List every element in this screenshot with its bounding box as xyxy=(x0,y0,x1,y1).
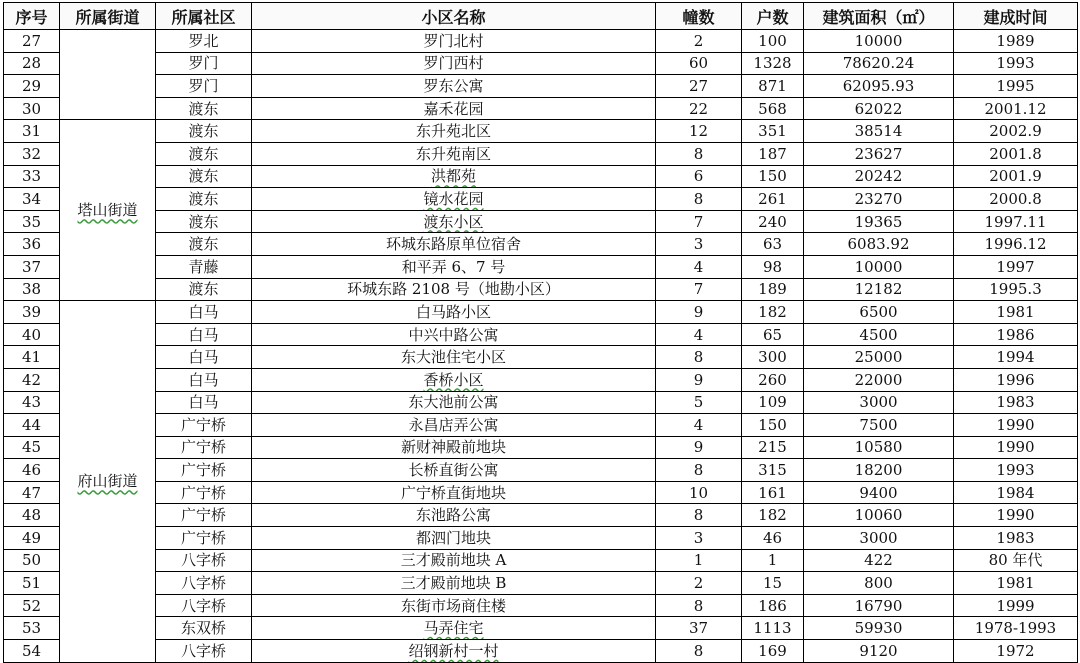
table-row xyxy=(4,301,1078,324)
cell-area: 7500 xyxy=(804,414,954,437)
cell-buildings: 3 xyxy=(656,233,742,256)
cell-community: 白马 xyxy=(156,323,252,346)
cell-area: 62095.93 xyxy=(804,75,954,98)
cell-no: 53 xyxy=(4,617,60,640)
cell-buildings: 9 xyxy=(656,436,742,459)
cell-community: 东双桥 xyxy=(156,617,252,640)
cell-year: 1996.12 xyxy=(954,233,1078,256)
cell-no: 40 xyxy=(4,323,60,346)
cell-households: 1113 xyxy=(742,617,804,640)
header-households: 户数 xyxy=(742,3,804,30)
cell-buildings: 8 xyxy=(656,640,742,663)
cell-area: 800 xyxy=(804,572,954,595)
cell-buildings: 37 xyxy=(656,617,742,640)
table-row xyxy=(4,165,1078,188)
cell-households: 161 xyxy=(742,481,804,504)
header-street: 所属街道 xyxy=(60,3,156,30)
cell-year: 1995 xyxy=(954,75,1078,98)
cell-community: 白马 xyxy=(156,301,252,324)
cell-name: 东升苑南区 xyxy=(252,142,656,165)
cell-name: 三才殿前地块 A xyxy=(252,549,656,572)
cell-no: 49 xyxy=(4,527,60,550)
cell-year: 1990 xyxy=(954,414,1078,437)
cell-no: 43 xyxy=(4,391,60,414)
cell-no: 33 xyxy=(4,165,60,188)
cell-year: 2000.8 xyxy=(954,188,1078,211)
table-row xyxy=(4,30,1078,53)
cell-no: 35 xyxy=(4,210,60,233)
cell-community: 渡东 xyxy=(156,278,252,301)
table-row xyxy=(4,640,1078,663)
cell-area: 62022 xyxy=(804,97,954,120)
cell-no: 31 xyxy=(4,120,60,143)
cell-name: 永昌店弄公寓 xyxy=(252,414,656,437)
cell-buildings: 9 xyxy=(656,301,742,324)
street-cell xyxy=(60,120,156,301)
table-row xyxy=(4,75,1078,98)
cell-year: 1997 xyxy=(954,255,1078,278)
table-row xyxy=(4,233,1078,256)
cell-buildings: 8 xyxy=(656,142,742,165)
cell-community: 广宁桥 xyxy=(156,414,252,437)
table-row xyxy=(4,255,1078,278)
cell-no: 42 xyxy=(4,368,60,391)
cell-name: 环城东路 2108 号（地勘小区） xyxy=(252,278,656,301)
cell-area: 9400 xyxy=(804,481,954,504)
table-row xyxy=(4,52,1078,75)
cell-year: 1999 xyxy=(954,594,1078,617)
cell-name xyxy=(252,188,656,211)
cell-no: 44 xyxy=(4,414,60,437)
cell-community: 青藤 xyxy=(156,255,252,278)
name-text: 渡东小区 xyxy=(423,212,484,231)
cell-name: 东升苑北区 xyxy=(252,120,656,143)
cell-year: 1972 xyxy=(954,640,1078,663)
cell-no: 51 xyxy=(4,572,60,595)
cell-no: 41 xyxy=(4,346,60,369)
cell-year: 1994 xyxy=(954,346,1078,369)
cell-households: 260 xyxy=(742,368,804,391)
cell-community: 罗门 xyxy=(156,75,252,98)
cell-year: 2001.9 xyxy=(954,165,1078,188)
cell-name xyxy=(252,640,656,663)
cell-name: 东池路公寓 xyxy=(252,504,656,527)
cell-households: 240 xyxy=(742,210,804,233)
cell-name: 嘉禾花园 xyxy=(252,97,656,120)
cell-no: 46 xyxy=(4,459,60,482)
cell-year: 1981 xyxy=(954,301,1078,324)
cell-name xyxy=(252,617,656,640)
cell-buildings: 5 xyxy=(656,391,742,414)
housing-table xyxy=(3,2,1078,663)
cell-households: 100 xyxy=(742,30,804,53)
cell-buildings: 8 xyxy=(656,594,742,617)
cell-no: 54 xyxy=(4,640,60,663)
cell-buildings: 8 xyxy=(656,188,742,211)
cell-buildings: 12 xyxy=(656,120,742,143)
cell-community: 八字桥 xyxy=(156,549,252,572)
cell-community: 罗门 xyxy=(156,52,252,75)
cell-name: 广宁桥直街地块 xyxy=(252,481,656,504)
cell-buildings: 6 xyxy=(656,165,742,188)
cell-name xyxy=(252,165,656,188)
cell-area: 22000 xyxy=(804,368,954,391)
cell-no: 39 xyxy=(4,301,60,324)
cell-area: 38514 xyxy=(804,120,954,143)
cell-area: 59930 xyxy=(804,617,954,640)
cell-no: 36 xyxy=(4,233,60,256)
cell-name: 东大池前公寓 xyxy=(252,391,656,414)
cell-name: 和平弄 6、7 号 xyxy=(252,255,656,278)
cell-households: 300 xyxy=(742,346,804,369)
cell-households: 315 xyxy=(742,459,804,482)
cell-year: 1997.11 xyxy=(954,210,1078,233)
cell-buildings: 4 xyxy=(656,414,742,437)
cell-households: 150 xyxy=(742,414,804,437)
cell-name: 新财神殿前地块 xyxy=(252,436,656,459)
table-row xyxy=(4,527,1078,550)
table-row xyxy=(4,572,1078,595)
table-row xyxy=(4,436,1078,459)
cell-year: 1984 xyxy=(954,481,1078,504)
cell-community: 渡东 xyxy=(156,120,252,143)
cell-area: 3000 xyxy=(804,527,954,550)
cell-community: 白马 xyxy=(156,391,252,414)
cell-year: 1983 xyxy=(954,391,1078,414)
cell-name: 长桥直街公寓 xyxy=(252,459,656,482)
cell-year: 2001.8 xyxy=(954,142,1078,165)
cell-year: 1995.3 xyxy=(954,278,1078,301)
cell-community: 广宁桥 xyxy=(156,527,252,550)
cell-name: 都泗门地块 xyxy=(252,527,656,550)
cell-no: 50 xyxy=(4,549,60,572)
cell-community: 八字桥 xyxy=(156,640,252,663)
cell-name: 罗东公寓 xyxy=(252,75,656,98)
cell-area: 16790 xyxy=(804,594,954,617)
cell-buildings: 27 xyxy=(656,75,742,98)
cell-community: 渡东 xyxy=(156,210,252,233)
table-row xyxy=(4,459,1078,482)
cell-area: 20242 xyxy=(804,165,954,188)
cell-year: 1993 xyxy=(954,459,1078,482)
table-row xyxy=(4,323,1078,346)
cell-no: 45 xyxy=(4,436,60,459)
cell-households: 1 xyxy=(742,549,804,572)
cell-buildings: 4 xyxy=(656,255,742,278)
table-row xyxy=(4,549,1078,572)
cell-buildings: 3 xyxy=(656,527,742,550)
cell-year: 1990 xyxy=(954,436,1078,459)
cell-year: 1983 xyxy=(954,527,1078,550)
name-text: 洪都苑 xyxy=(430,167,476,186)
cell-households: 186 xyxy=(742,594,804,617)
cell-households: 351 xyxy=(742,120,804,143)
cell-no: 48 xyxy=(4,504,60,527)
cell-community: 罗北 xyxy=(156,30,252,53)
header-name: 小区名称 xyxy=(252,3,656,30)
header-year: 建成时间 xyxy=(954,3,1078,30)
cell-year: 1978-1993 xyxy=(954,617,1078,640)
cell-name xyxy=(252,210,656,233)
cell-community: 渡东 xyxy=(156,165,252,188)
cell-area: 12182 xyxy=(804,278,954,301)
cell-community: 渡东 xyxy=(156,188,252,211)
cell-community: 八字桥 xyxy=(156,572,252,595)
cell-area: 78620.24 xyxy=(804,52,954,75)
cell-no: 27 xyxy=(4,30,60,53)
table-row xyxy=(4,617,1078,640)
cell-households: 65 xyxy=(742,323,804,346)
cell-buildings: 9 xyxy=(656,368,742,391)
cell-area: 422 xyxy=(804,549,954,572)
header-community: 所属社区 xyxy=(156,3,252,30)
cell-no: 32 xyxy=(4,142,60,165)
header-no: 序号 xyxy=(4,3,60,30)
table-row xyxy=(4,97,1078,120)
cell-name: 罗门北村 xyxy=(252,30,656,53)
cell-year: 80 年代 xyxy=(954,549,1078,572)
cell-households: 871 xyxy=(742,75,804,98)
cell-households: 150 xyxy=(742,165,804,188)
cell-area: 23627 xyxy=(804,142,954,165)
cell-community: 八字桥 xyxy=(156,594,252,617)
cell-no: 29 xyxy=(4,75,60,98)
street-label: 府山街道 xyxy=(77,472,138,491)
cell-year: 1981 xyxy=(954,572,1078,595)
cell-year: 1990 xyxy=(954,504,1078,527)
name-text: 香桥小区 xyxy=(423,370,484,389)
cell-year: 2001.12 xyxy=(954,97,1078,120)
cell-households: 182 xyxy=(742,504,804,527)
cell-area: 10000 xyxy=(804,255,954,278)
cell-buildings: 60 xyxy=(656,52,742,75)
cell-no: 38 xyxy=(4,278,60,301)
table-row xyxy=(4,346,1078,369)
cell-buildings: 22 xyxy=(656,97,742,120)
cell-no: 30 xyxy=(4,97,60,120)
table-row xyxy=(4,120,1078,143)
cell-area: 10060 xyxy=(804,504,954,527)
cell-year: 2002.9 xyxy=(954,120,1078,143)
cell-buildings: 4 xyxy=(656,323,742,346)
cell-name xyxy=(252,368,656,391)
cell-year: 1993 xyxy=(954,52,1078,75)
cell-households: 568 xyxy=(742,97,804,120)
cell-community: 渡东 xyxy=(156,142,252,165)
cell-buildings: 2 xyxy=(656,572,742,595)
cell-area: 23270 xyxy=(804,188,954,211)
cell-area: 25000 xyxy=(804,346,954,369)
cell-name: 东街市场商住楼 xyxy=(252,594,656,617)
cell-households: 46 xyxy=(742,527,804,550)
cell-name: 白马路小区 xyxy=(252,301,656,324)
cell-area: 4500 xyxy=(804,323,954,346)
cell-buildings: 10 xyxy=(656,481,742,504)
table-row xyxy=(4,188,1078,211)
cell-community: 渡东 xyxy=(156,233,252,256)
cell-community: 渡东 xyxy=(156,97,252,120)
cell-buildings: 7 xyxy=(656,210,742,233)
name-text: 镜水花园 xyxy=(423,189,484,208)
cell-buildings: 8 xyxy=(656,504,742,527)
cell-households: 169 xyxy=(742,640,804,663)
cell-households: 15 xyxy=(742,572,804,595)
street-cell xyxy=(60,30,156,120)
cell-households: 182 xyxy=(742,301,804,324)
cell-community: 白马 xyxy=(156,346,252,369)
cell-no: 37 xyxy=(4,255,60,278)
cell-area: 10580 xyxy=(804,436,954,459)
cell-name: 环城东路原单位宿舍 xyxy=(252,233,656,256)
cell-community: 广宁桥 xyxy=(156,504,252,527)
cell-name: 罗门西村 xyxy=(252,52,656,75)
street-label: 塔山街道 xyxy=(77,201,138,220)
cell-buildings: 8 xyxy=(656,459,742,482)
header-area: 建筑面积（㎡） xyxy=(804,3,954,30)
cell-buildings: 1 xyxy=(656,549,742,572)
cell-buildings: 2 xyxy=(656,30,742,53)
cell-name: 东大池住宅小区 xyxy=(252,346,656,369)
cell-area: 6500 xyxy=(804,301,954,324)
table-row xyxy=(4,504,1078,527)
cell-area: 6083.92 xyxy=(804,233,954,256)
table-row xyxy=(4,278,1078,301)
cell-buildings: 8 xyxy=(656,346,742,369)
cell-households: 215 xyxy=(742,436,804,459)
cell-no: 28 xyxy=(4,52,60,75)
header-buildings: 幢数 xyxy=(656,3,742,30)
cell-community: 广宁桥 xyxy=(156,481,252,504)
cell-community: 白马 xyxy=(156,368,252,391)
cell-households: 98 xyxy=(742,255,804,278)
cell-households: 1328 xyxy=(742,52,804,75)
table-row xyxy=(4,391,1078,414)
cell-households: 189 xyxy=(742,278,804,301)
cell-community: 广宁桥 xyxy=(156,436,252,459)
cell-area: 10000 xyxy=(804,30,954,53)
cell-area: 9120 xyxy=(804,640,954,663)
cell-year: 1989 xyxy=(954,30,1078,53)
cell-name: 三才殿前地块 B xyxy=(252,572,656,595)
name-text: 绍钢新村一村 xyxy=(408,641,499,660)
cell-households: 109 xyxy=(742,391,804,414)
cell-households: 261 xyxy=(742,188,804,211)
cell-households: 187 xyxy=(742,142,804,165)
cell-year: 1986 xyxy=(954,323,1078,346)
table-row xyxy=(4,368,1078,391)
cell-area: 19365 xyxy=(804,210,954,233)
cell-households: 63 xyxy=(742,233,804,256)
cell-no: 34 xyxy=(4,188,60,211)
cell-no: 52 xyxy=(4,594,60,617)
table-row xyxy=(4,142,1078,165)
header-row xyxy=(4,3,1078,30)
cell-area: 3000 xyxy=(804,391,954,414)
table-row xyxy=(4,594,1078,617)
cell-name: 中兴中路公寓 xyxy=(252,323,656,346)
cell-year: 1996 xyxy=(954,368,1078,391)
name-text: 马弄住宅 xyxy=(423,619,484,638)
cell-community: 广宁桥 xyxy=(156,459,252,482)
cell-buildings: 7 xyxy=(656,278,742,301)
table-row xyxy=(4,481,1078,504)
table-row xyxy=(4,210,1078,233)
table-row xyxy=(4,414,1078,437)
cell-area: 18200 xyxy=(804,459,954,482)
cell-no: 47 xyxy=(4,481,60,504)
street-cell xyxy=(60,301,156,663)
